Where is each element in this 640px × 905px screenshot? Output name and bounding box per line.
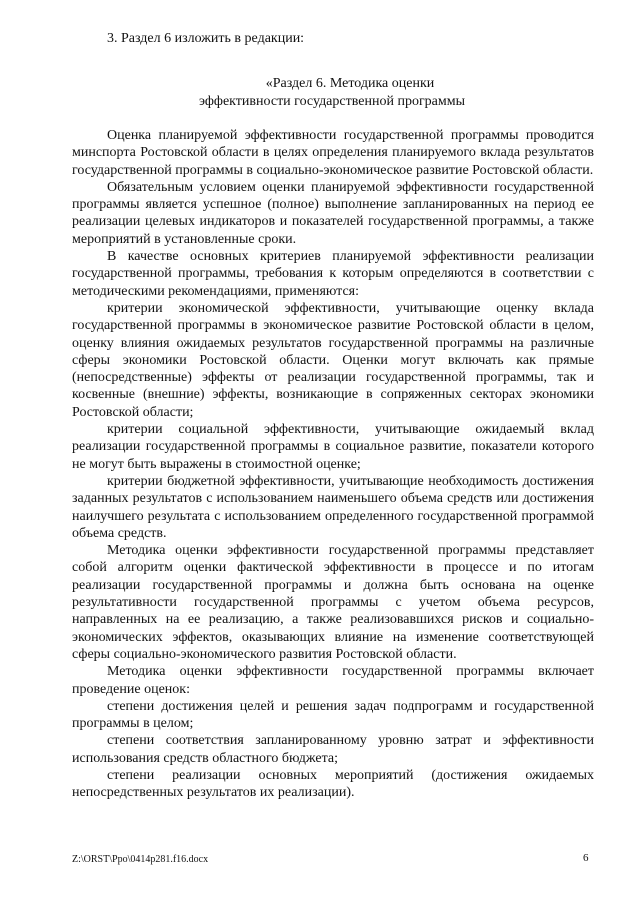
paragraph: степени соответствия запланированному уровню затрат и эффективности использования средств областного бюджета; xyxy=(72,733,594,766)
section-title-line-2: эффективности государственной программы xyxy=(198,93,466,109)
paragraph: В качестве основных критериев планируемой эффективности реализации государственной программы, требования к которым определяются в соответствии с методическими рекомендациями, применяются: xyxy=(72,249,594,299)
paragraph: критерии бюджетной эффективности, учитывающие необходимость достижения заданных результатов с использованием наименьшего объема средств или достижения наилучшего результата с использованием определенного государственной программой объема средств. xyxy=(72,473,594,541)
paragraph: Методика оценки эффективности государственной программы включает проведение оценок: xyxy=(72,664,594,697)
section-title xyxy=(72,75,592,110)
paragraph: степени достижения целей и решения задач подпрограмм и государственной программы в целом; xyxy=(72,698,594,732)
paragraph: степени реализации основных мероприятий (достижения ожидаемых непосредственных результатов их реализации). xyxy=(72,767,594,801)
footer-file-path: Z:\ORST\Ppo\0414p281.f16.docx xyxy=(72,854,209,865)
paragraph: критерии социальной эффективности, учитывающие ожидаемый вклад реализации государственной программы в социальное развитие, показатели которого не могут быть выражены в стоимостной оценке; xyxy=(72,422,594,472)
paragraph: Оценка планируемой эффективности государственной программы проводится минспорта Ростовской области в целях определения планируемого вклада результатов государственной программы в социально-экономическое развитие Ростовской области. xyxy=(72,128,594,178)
intro-line: 3. Раздел 6 изложить в редакции: xyxy=(107,31,305,46)
paragraph: Обязательным условием оценки планируемой эффективности государственной программы является успешное (полное) выполнение запланированных на период ее реализации целевых индикаторов и показателей государственной программы, а также мероприятий в установленные сроки. xyxy=(72,179,594,247)
paragraph: критерии экономической эффективности, учитывающие оценку вклада государственной программы в экономическое развитие Ростовской области в целом, оценку влияния ожидаемых результатов государственной программы на различные сферы экономики Ростовской области. Оценки могут включать как прямые (непосредственные) эффекты от реализации государственной программы, так и косвенные (внешние) эффекты, возникающие в сопряженных секторах экономики Ростовской области; xyxy=(72,300,594,420)
paragraph: Методика оценки эффективности государственной программы представляет собой алгоритм оценки фактической эффективности в процессе и по итогам реализации государственной программы и должна быть основана на оценке результативности государственной программы с учетом объема ресурсов, направленных на ее реализацию, а также реализовавшихся рисков и социально-экономических эффектов, оказывающих влияние на изменение соответствующей сферы социально-экономического развития Ростовской области. xyxy=(72,543,594,662)
page-number: 6 xyxy=(583,852,589,864)
section-title-line-1: «Раздел 6. Методика оценки xyxy=(265,76,435,91)
document-body xyxy=(72,127,594,802)
